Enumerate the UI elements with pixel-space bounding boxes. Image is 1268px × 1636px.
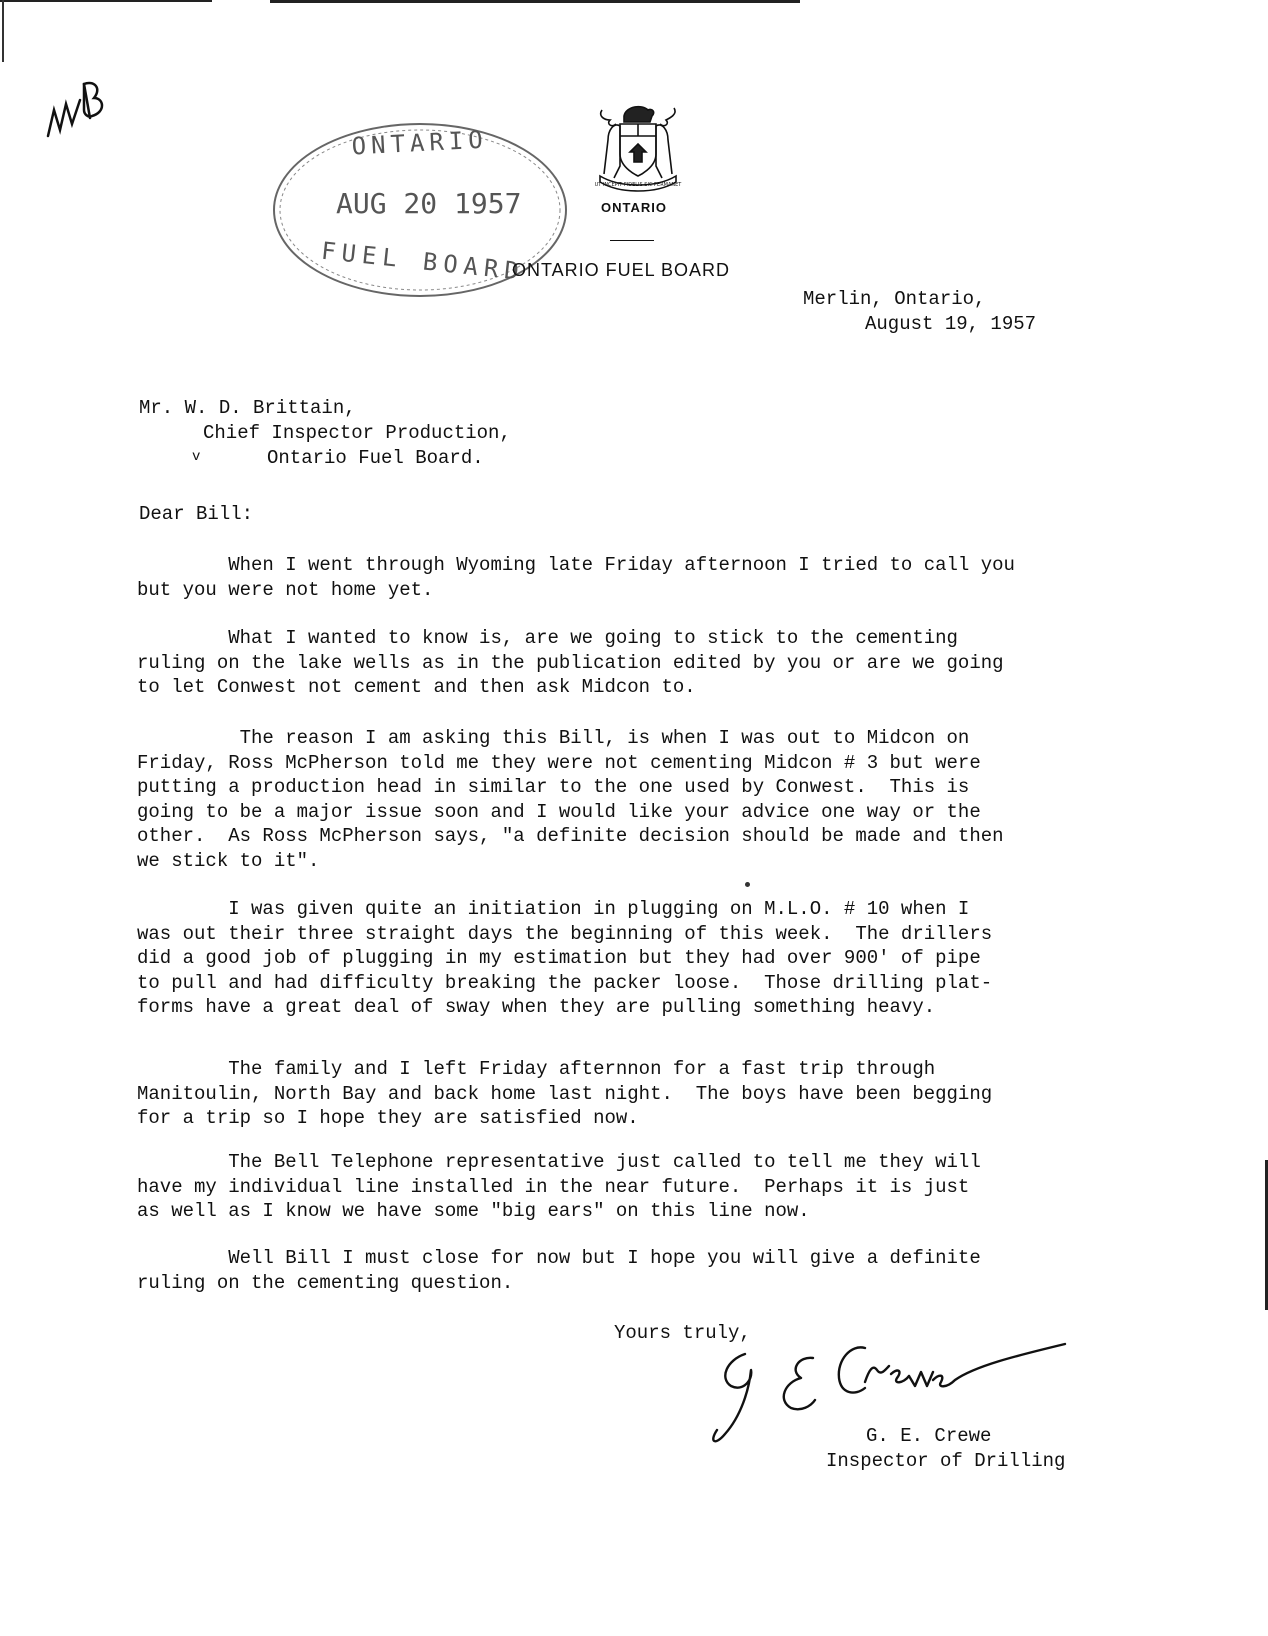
crest-motto: UT INCEPIT FIDELIS SIC PERMANET [594, 182, 682, 188]
letterhead-rule [610, 240, 654, 241]
letter-date: August 19, 1957 [865, 313, 1037, 335]
body-paragraph-1: When I went through Wyoming late Friday afternoon I tried to call you but you were not home yet. [137, 554, 1015, 601]
body-paragraph-7: Well Bill I must close for now but I hope you will give a definite ruling on the cementing question. [137, 1247, 981, 1294]
ontario-coat-of-arms [590, 96, 686, 196]
recipient-check-mark: v [192, 449, 201, 465]
signer-title: Inspector of Drilling [826, 1450, 1066, 1472]
signer-name: G. E. Crewe [866, 1425, 992, 1447]
recipient-name: Mr. W. D. Brittain, [139, 397, 356, 419]
stamp-date: AUG 20 1957 [336, 187, 522, 220]
stamp-top-text: ONTARIO [350, 125, 489, 161]
closing: Yours truly, [614, 1322, 751, 1344]
body-paragraph-3: The reason I am asking this Bill, is when I was out to Midcon on Friday, Ross McPherson told me they were not cementing Midcon # 3 but were putting a production head in similar to the one used by Conwest. This is going to be a major issue soon and I would like your advice one way or the other. As Ross McPherson says, "a definite decision should be made and then we stick to it". [137, 727, 1004, 872]
letterhead-board: ONTARIO FUEL BOARD [512, 260, 731, 280]
body-paragraph-6: The Bell Telephone representative just called to tell me they will have my individual line installed in the near future. Perhaps it is just as well as I know we have some "big ears" on this line now. [137, 1151, 981, 1222]
body-paragraph-2: What I wanted to know is, are we going to stick to the cementing ruling on the lake wells as in the publication edited by you or are we going to let Conwest not cement and then ask Midcon to. [137, 627, 1004, 698]
body-paragraph-5: The family and I left Friday afternnon for a fast trip through Manitoulin, North Bay and back home last night. The boys have been begging for a trip so I hope they are satisfied now. [137, 1058, 993, 1129]
scan-edge-left [2, 0, 4, 62]
body-paragraph-4: I was given quite an initiation in plugging on M.L.O. # 10 when I was out their three straight days the beginning of this week. The drillers did a good job of plugging in my estimation but they had over 900' of pipe to pull and had difficulty breaking the packer loose. Those drilling plat- forms have a great deal of sway when they are pulling something heavy. [137, 898, 993, 1018]
letter-place: Merlin, Ontario, [803, 288, 986, 310]
recipient-title: Chief Inspector Production, [203, 422, 511, 444]
scan-edge-top [270, 0, 800, 3]
stamp-bottom-text: FUEL BOARD [319, 236, 527, 286]
recipient-organization: Ontario Fuel Board. [267, 447, 484, 469]
salutation: Dear Bill: [139, 503, 254, 525]
letterhead-province: ONTARIO [601, 200, 667, 215]
handwritten-initials [40, 74, 120, 154]
scan-edge-top-left [0, 0, 212, 2]
ink-speck [745, 882, 750, 887]
